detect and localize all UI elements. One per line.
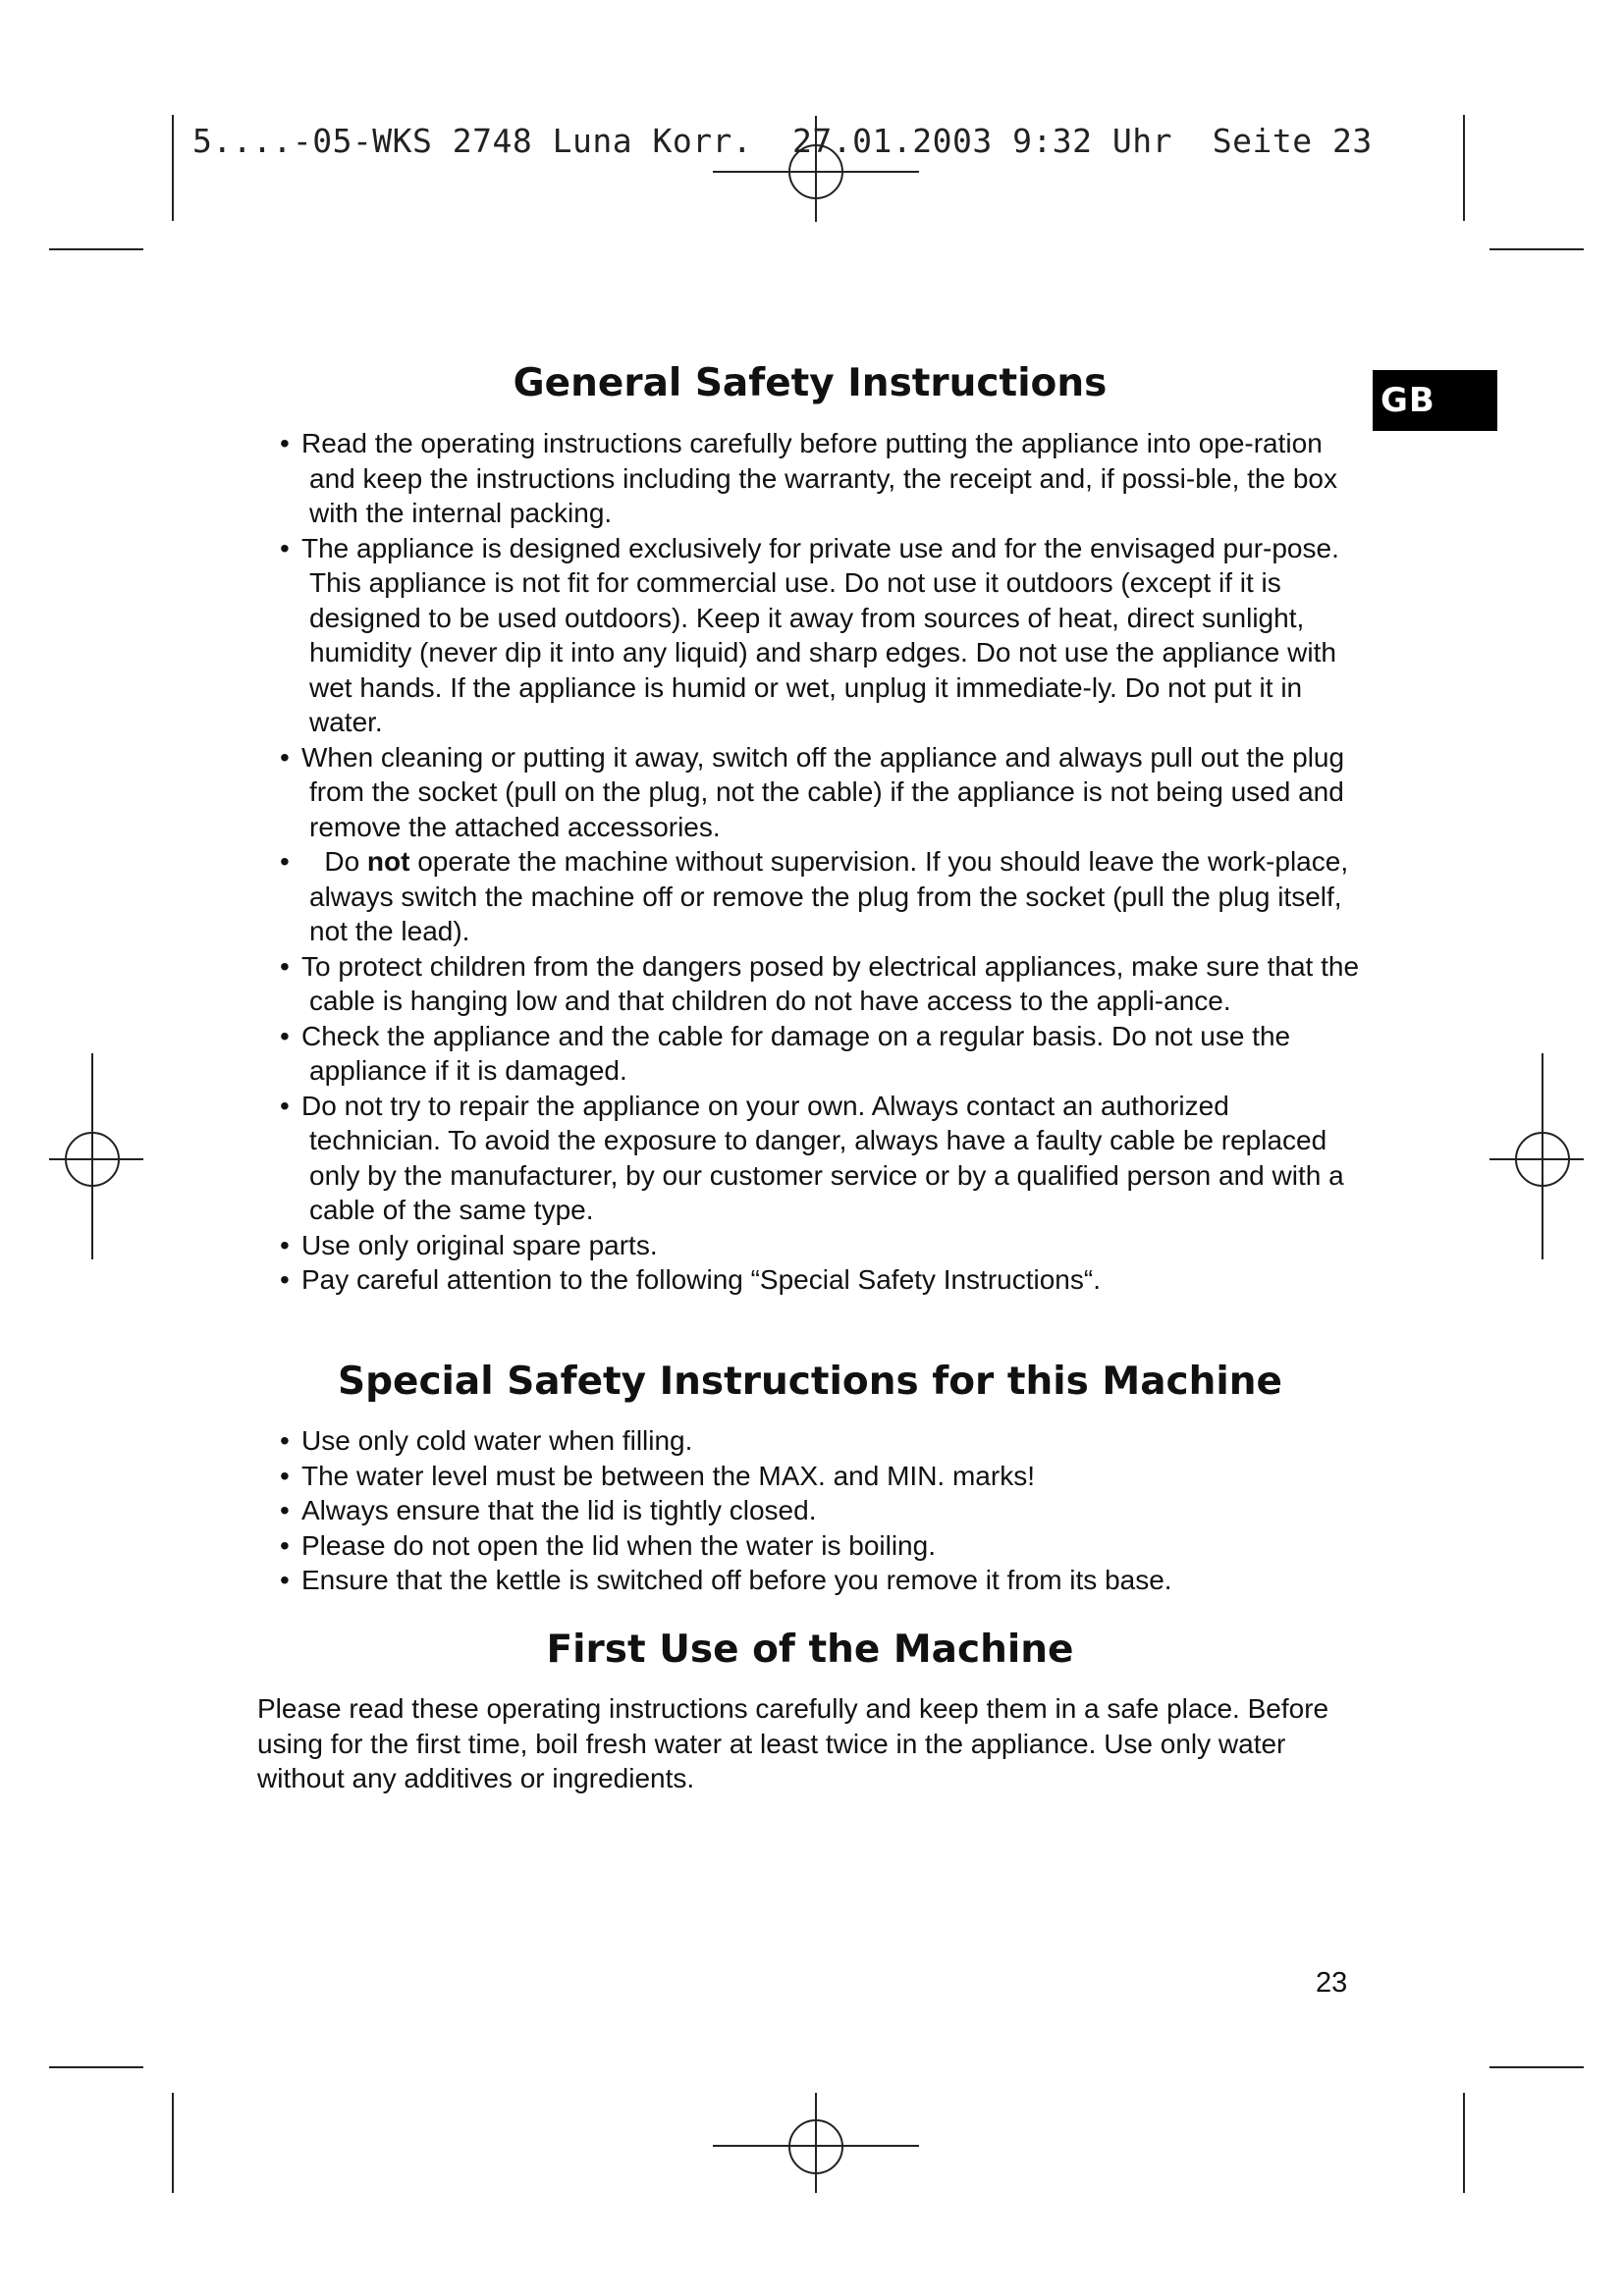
crop-mark-bottom-left-vertical	[172, 2093, 174, 2193]
crop-mark-bottom-left-horizontal	[49, 2066, 143, 2068]
general-safety-list	[253, 426, 1363, 1298]
list-item: • When cleaning or putting it away, switch off the appliance and always pull out the plug from the socket (pull on the plug, not the cable) if the appliance is not being used and remove the attached accessories.	[280, 741, 1345, 842]
list-item: • Do not try to repair the appliance on your own. Always contact an authorized technician. To avoid the exposure to danger, always have a faulty cable be replaced only by the manufacturer, by our customer service or by a qualified person and with a cable of the same type.	[280, 1090, 1344, 1225]
page-number: 23	[1316, 1967, 1348, 1999]
list-item: • Please do not open the lid when the water is boiling.	[280, 1529, 936, 1561]
list-item: • Always ensure that the lid is tightly closed.	[280, 1495, 817, 1525]
general-safety-title: General Safety Instructions	[513, 361, 1108, 405]
crop-mark-bottom-right-vertical	[1463, 2093, 1465, 2193]
print-header: 5....-05-WKS 2748 Luna Korr. 27.01.2003 9:32 Uhr Seite 23	[192, 122, 1373, 160]
first-use-paragraph: Please read these operating instructions carefully and keep them in a safe place. Before using for the first time, boil fresh water at least twice in the appliance. Use only water without any additives or ingredients.	[257, 1693, 1329, 1793]
list-item: • Use only original spare parts.	[280, 1229, 658, 1260]
list-item: • Read the operating instructions carefully before putting the appliance into ope-ration and keep the instructions including the warranty, the receipt and, if possi-ble, the box with the internal packing.	[280, 428, 1337, 528]
list-item: • Do not operate the machine without supervision. If you should leave the work-place, always switch the machine off or remove the plug from the socket (pull the plug itself, not the lead).	[280, 846, 1349, 946]
first-use-title: First Use of the Machine	[546, 1628, 1074, 1672]
crop-mark-bottom-right-horizontal	[1489, 2066, 1584, 2068]
list-item: • Ensure that the kettle is switched off before you remove it from its base.	[280, 1565, 1172, 1595]
list-item: • The appliance is designed exclusively for private use and for the envisaged pur-pose. This appliance is not fit for commercial use. Do not use it outdoors (except if it is designed to be used outdoors). Keep it away from sources of heat, direct sunlight, humidity (never dip it into any liquid) and sharp edges. Do not use the appliance with wet hands. If the appliance is humid or wet, unplug it immediate-ly. Do not put it in water.	[280, 532, 1339, 737]
list-item: • Pay careful attention to the following “Special Safety Instructions“.	[280, 1264, 1101, 1295]
language-tab: GB	[1373, 370, 1497, 431]
emphasis-not: not	[366, 846, 410, 877]
list-item: • To protect children from the dangers posed by electrical appliances, make sure that the cable is hanging low and that children do not have access to the appli-ance.	[280, 950, 1360, 1016]
crop-mark-top-left-horizontal	[49, 248, 143, 250]
list-item: • Use only cold water when filling.	[280, 1425, 693, 1456]
special-safety-list	[253, 1423, 1363, 1598]
crop-mark-top-left-vertical	[172, 115, 174, 221]
list-item: • Check the appliance and the cable for damage on a regular basis. Do not use the appliance if it is damaged.	[280, 1020, 1291, 1086]
crop-mark-top-right-horizontal	[1489, 248, 1584, 250]
special-safety-title: Special Safety Instructions for this Machine	[337, 1360, 1282, 1404]
list-item: • The water level must be between the MAX. and MIN. marks!	[280, 1460, 1035, 1491]
crop-mark-top-right-vertical	[1463, 115, 1465, 221]
